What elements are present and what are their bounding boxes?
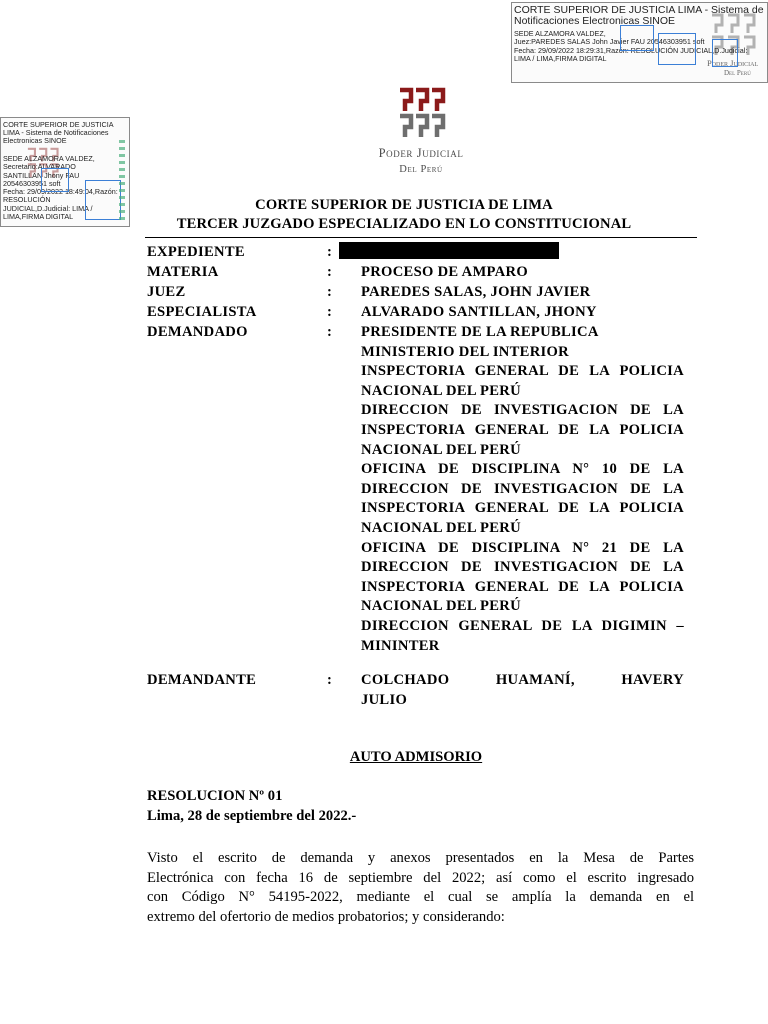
value-demandado (361, 323, 684, 656)
value-juez: PAREDES SALAS, JOHN JAVIER (361, 284, 591, 300)
stamp-line: Fecha: 29/09/2022 18:49:04,Razón: (3, 187, 118, 197)
colon: : (327, 244, 333, 260)
demandado-line: OFICINA DE DISCIPLINA N° 21 DE LA (361, 539, 684, 556)
label-demandante: DEMANDANTE (147, 672, 257, 688)
demandado-line: DIRECCION DE INVESTIGACION DE LA (361, 559, 684, 576)
value-demandante (361, 671, 684, 710)
colon: : (327, 264, 333, 280)
demandado-line: NACIONAL DEL PERÚ (361, 598, 521, 615)
redacted-case-number (339, 242, 559, 259)
stamp-line: Fecha: 29/09/2022 18:29:31,Razón: RESOLUCIÓN JUDICIAL,D.Judicial: (514, 45, 748, 55)
stamp-line: RESOLUCIÓN (3, 195, 51, 205)
value-especialista: ALVARADO SANTILLAN, JHONY (361, 304, 597, 320)
demandado-line: INSPECTORIA GENERAL DE LA POLICIA (361, 363, 684, 380)
demandado-line: NACIONAL DEL PERÚ (361, 519, 521, 536)
demandado-line: NACIONAL DEL PERÚ (361, 441, 521, 458)
demandado-line: DIRECCION GENERAL DE LA DIGIMIN – (361, 617, 684, 634)
seal-caption-1: Poder Judicial (707, 58, 759, 68)
signature-box-icon (620, 25, 654, 51)
demandado-line: DIRECCION DE INVESTIGACION DE LA (361, 402, 684, 419)
digital-signature-stamp-judge (511, 2, 768, 83)
stamp-line: JUDICIAL,D.Judicial: LIMA / (3, 203, 93, 213)
demandado-line: INSPECTORIA GENERAL DE LA POLICIA (361, 578, 684, 595)
resolution-date: Lima, 28 de septiembre del 2022.- (147, 808, 357, 824)
demandado-line: OFICINA DE DISCIPLINA N° 10 DE LA (361, 461, 684, 478)
stamp-line: Juez:PAREDES SALAS John Javier FAU 20546303951 soft (514, 37, 705, 47)
demandado-line: NACIONAL DEL PERÚ (361, 382, 521, 399)
signature-box-icon (712, 39, 738, 67)
paragraph-line: Electrónica con fecha 16 de septiembre del 2022; así como el escrito ingresado (147, 869, 694, 886)
paragraph-line: con Código N° 54195-2022, mediante el cual se amplía la demanda en el (147, 889, 694, 906)
stamp-line: Secretario:ALVARADO (3, 162, 76, 172)
document-title: AUTO ADMISORIO (349, 749, 483, 765)
value-materia: PROCESO DE AMPARO (361, 264, 528, 280)
demandado-line: INSPECTORIA GENERAL DE LA POLICIA (361, 421, 684, 438)
stamp-title: CORTE SUPERIOR DE JUSTICIA LIMA - Sistema de Notificaciones Electronicas SINOE (3, 120, 114, 146)
colon: : (327, 304, 333, 320)
label-materia: MATERIA (147, 264, 219, 280)
label-especialista: ESPECIALISTA (147, 304, 257, 320)
signature-box-icon (658, 33, 696, 65)
logo-text-poder-judicial: Poder Judicial (378, 146, 464, 160)
court-division: TERCER JUZGADO ESPECIALIZADO EN LO CONSTITUCIONAL (176, 216, 632, 232)
stamp-line: LIMA / LIMA,FIRMA DIGITAL (514, 54, 607, 64)
demandado-line: DIRECCION DE INVESTIGACION DE LA (361, 480, 684, 497)
demandado-line: MINISTERIO DEL INTERIOR (361, 343, 570, 360)
label-juez: JUEZ (147, 284, 186, 300)
stamp-line: SANTILLAN Jhony FAU (3, 170, 80, 180)
stamp-line: SEDE ALZAMORA VALDEZ, (514, 29, 606, 38)
poder-judicial-logo (365, 86, 477, 182)
stamp-line: 20546303951 soft (3, 178, 61, 188)
court-name: CORTE SUPERIOR DE JUSTICIA DE LIMA (255, 197, 553, 213)
seal-caption-2: Del Perú (724, 69, 751, 77)
demandado-line: PRESIDENTE DE LA REPUBLICA (361, 324, 599, 340)
poder-judicial-emblem-icon (396, 86, 448, 142)
colon: : (327, 672, 333, 688)
demandado-line: INSPECTORIA GENERAL DE LA POLICIA (361, 500, 684, 517)
demandante-line: JULIO (361, 691, 408, 708)
colon: : (327, 324, 333, 340)
stamp-line: SEDE ALZAMORA VALDEZ, (3, 154, 95, 163)
label-demandado: DEMANDADO (147, 324, 248, 340)
body-paragraph (147, 849, 694, 927)
resolution-number: RESOLUCION Nº 01 (147, 788, 283, 804)
logo-text-del-peru: Del Perú (399, 164, 443, 175)
stamp-title: CORTE SUPERIOR DE JUSTICIA LIMA - Sistema de Notificaciones Electronicas SINOE (514, 4, 764, 27)
paragraph-line: Visto el escrito de demanda y anexos presentados en la Mesa de Partes (147, 850, 694, 866)
demandante-line: COLCHADO HUAMANÍ, HAVERY (361, 672, 684, 688)
stamp-line: LIMA,FIRMA DIGITAL (3, 212, 74, 222)
label-expediente: EXPEDIENTE (147, 244, 245, 260)
signature-box-icon (41, 168, 69, 192)
demandado-line: MININTER (361, 637, 440, 654)
paragraph-line: extremo del ofertorio de medios probatorios; y considerando: (147, 908, 505, 925)
colon: : (327, 284, 333, 300)
header-divider (145, 237, 697, 238)
